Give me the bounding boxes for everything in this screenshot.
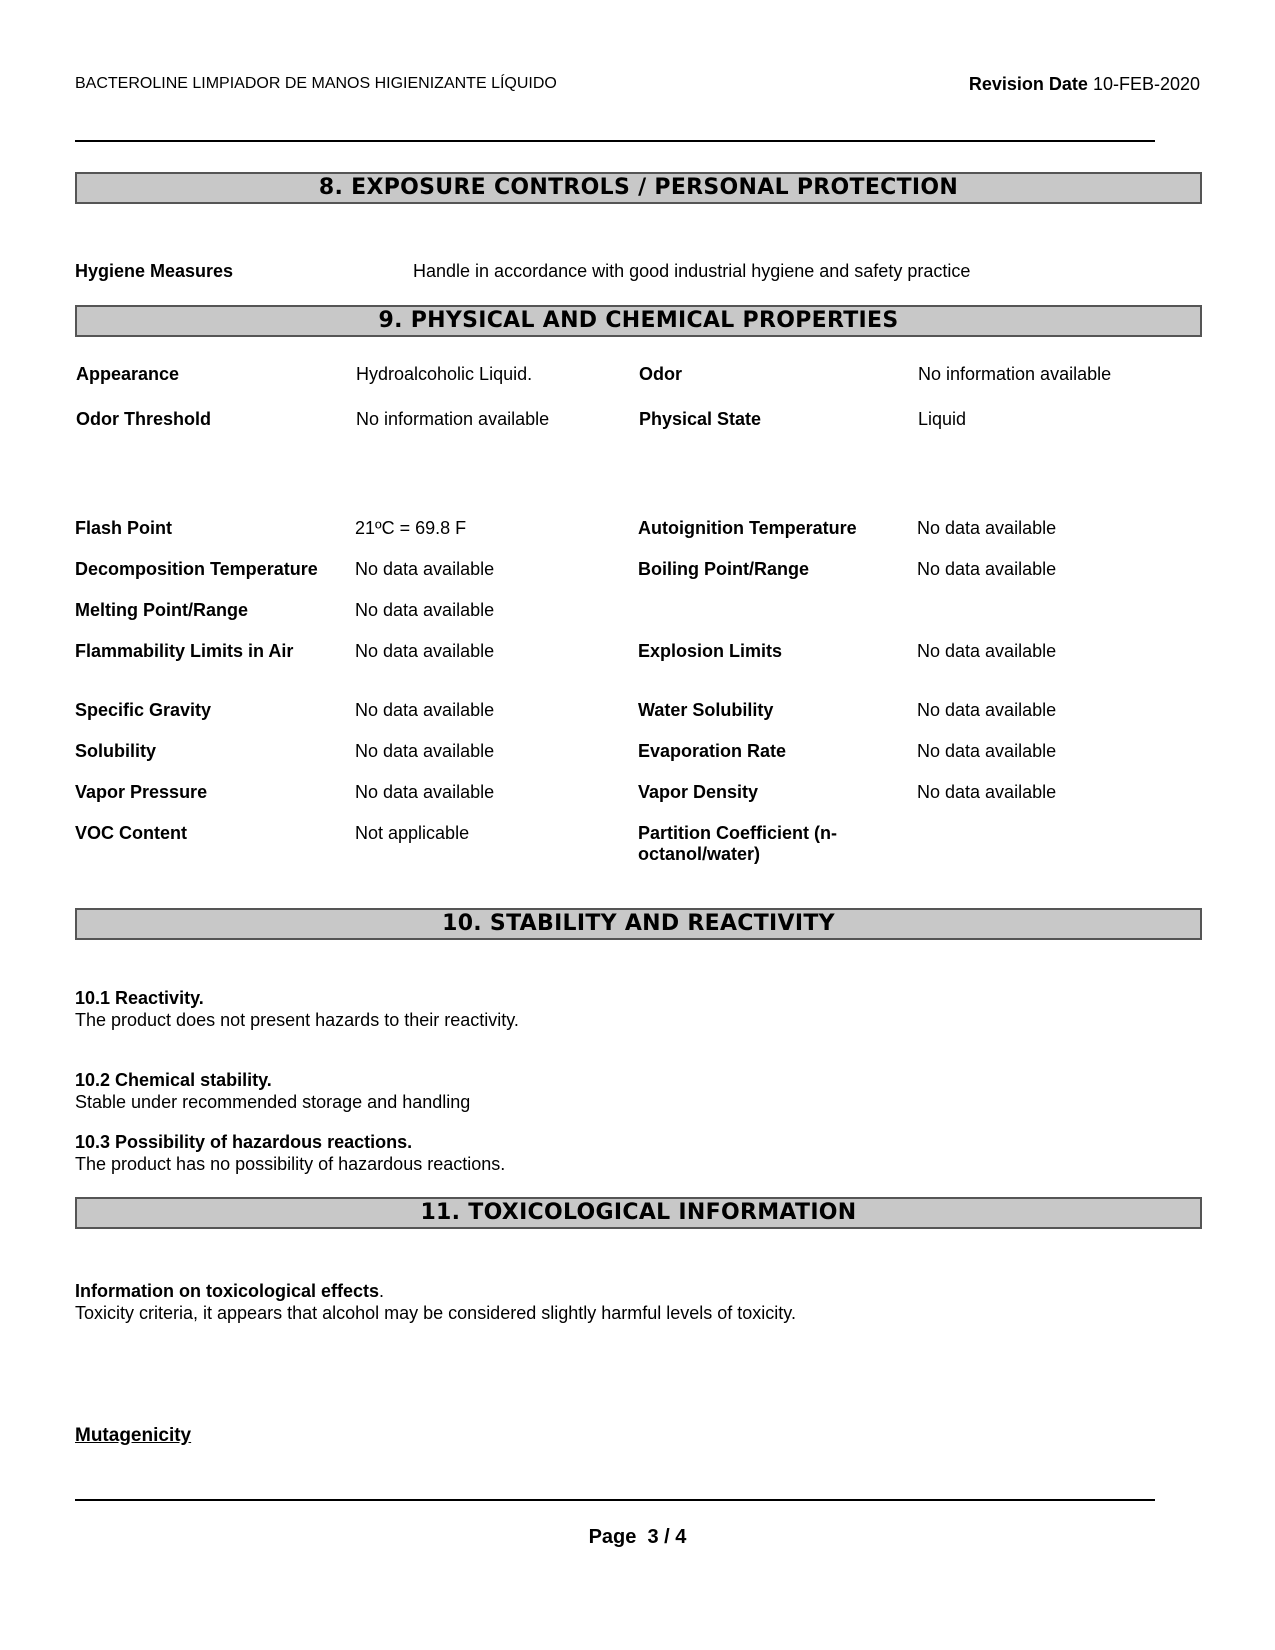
water-solubility-label: Water Solubility [638, 700, 774, 720]
autoignition-label: Autoignition Temperature [638, 518, 857, 538]
decomposition-value: No data available [355, 559, 495, 579]
odor-label: Odor [639, 364, 682, 384]
vapor-density-label: Vapor Density [638, 782, 759, 802]
hazardous-reactions-heading: 10.3 Possibility of hazardous reactions. [75, 1132, 413, 1152]
melting-point-label: Melting Point/Range [75, 600, 248, 620]
revision-date [969, 74, 1200, 95]
header-divider [75, 140, 1155, 142]
page-count: 3 / 4 [647, 1526, 687, 1548]
flammability-value: No data available [355, 641, 495, 661]
mutagenicity-heading: Mutagenicity [75, 1425, 192, 1446]
explosion-limits-label: Explosion Limits [638, 641, 783, 661]
document-product-name: BACTEROLINE LIMPIADOR DE MANOS HIGIENIZANTE LÍQUIDO [75, 75, 557, 92]
odor-threshold-label: Odor Threshold [76, 409, 211, 429]
flammability-label: Flammability Limits in Air [75, 641, 294, 661]
physical-state-label: Physical State [639, 409, 762, 429]
toxicological-effects-heading-period: . [379, 1281, 385, 1301]
section-8-title: 8. EXPOSURE CONTROLS / PERSONAL PROTECTION [75, 172, 1202, 204]
page-label: Page [588, 1526, 637, 1548]
revision-date-label: Revision Date [968, 74, 1088, 94]
physical-state-value: Liquid [918, 409, 967, 429]
reactivity-heading: 10.1 Reactivity. [75, 988, 204, 1008]
toxicological-effects-heading [75, 1281, 384, 1302]
partition-coefficient-label-line2: octanol/water) [638, 844, 761, 864]
voc-content-value: Not applicable [355, 823, 470, 843]
solubility-label: Solubility [75, 741, 156, 761]
evaporation-rate-label: Evaporation Rate [638, 741, 787, 761]
flash-point-label: Flash Point [75, 518, 173, 538]
specific-gravity-value: No data available [355, 700, 495, 720]
section-11-title: 11. TOXICOLOGICAL INFORMATION [75, 1197, 1202, 1229]
hygiene-measures-value: Handle in accordance with good industrial hygiene and safety practice [413, 261, 971, 281]
revision-date-value: 10-FEB-2020 [1092, 74, 1200, 94]
autoignition-value: No data available [917, 518, 1057, 538]
vapor-pressure-value: No data available [355, 782, 495, 802]
decomposition-label: Decomposition Temperature [75, 559, 318, 579]
boiling-point-value: No data available [917, 559, 1057, 579]
water-solubility-value: No data available [917, 700, 1057, 720]
odor-threshold-value: No information available [356, 409, 550, 429]
odor-value: No information available [918, 364, 1112, 384]
boiling-point-label: Boiling Point/Range [638, 559, 809, 579]
evaporation-rate-value: No data available [917, 741, 1057, 761]
specific-gravity-label: Specific Gravity [75, 700, 212, 720]
chemical-stability-text: Stable under recommended storage and handling [75, 1092, 471, 1112]
toxicological-effects-text: Toxicity criteria, it appears that alcohol may be considered slightly harmful levels of toxicity. [75, 1303, 796, 1323]
footer-divider [75, 1499, 1155, 1501]
hazardous-reactions-text: The product has no possibility of hazardous reactions. [75, 1154, 506, 1174]
voc-content-label: VOC Content [75, 823, 187, 843]
vapor-density-value: No data available [917, 782, 1057, 802]
appearance-label: Appearance [76, 364, 180, 384]
vapor-pressure-label: Vapor Pressure [75, 782, 208, 802]
melting-point-value: No data available [355, 600, 495, 620]
section-9-title: 9. PHYSICAL AND CHEMICAL PROPERTIES [75, 305, 1202, 337]
partition-coefficient-label-line1: Partition Coefficient (n- [638, 823, 837, 843]
chemical-stability-heading: 10.2 Chemical stability. [75, 1070, 272, 1090]
solubility-value: No data available [355, 741, 495, 761]
appearance-value: Hydroalcoholic Liquid. [356, 364, 533, 384]
explosion-limits-value: No data available [917, 641, 1057, 661]
page-number [0, 1526, 1275, 1549]
section-10-title: 10. STABILITY AND REACTIVITY [75, 908, 1202, 940]
flash-point-value: 21ºC = 69.8 F [355, 518, 467, 538]
hygiene-measures-label: Hygiene Measures [75, 261, 234, 281]
reactivity-text: The product does not present hazards to their reactivity. [75, 1010, 519, 1030]
toxicological-effects-heading-text: Information on toxicological effects [75, 1281, 380, 1301]
